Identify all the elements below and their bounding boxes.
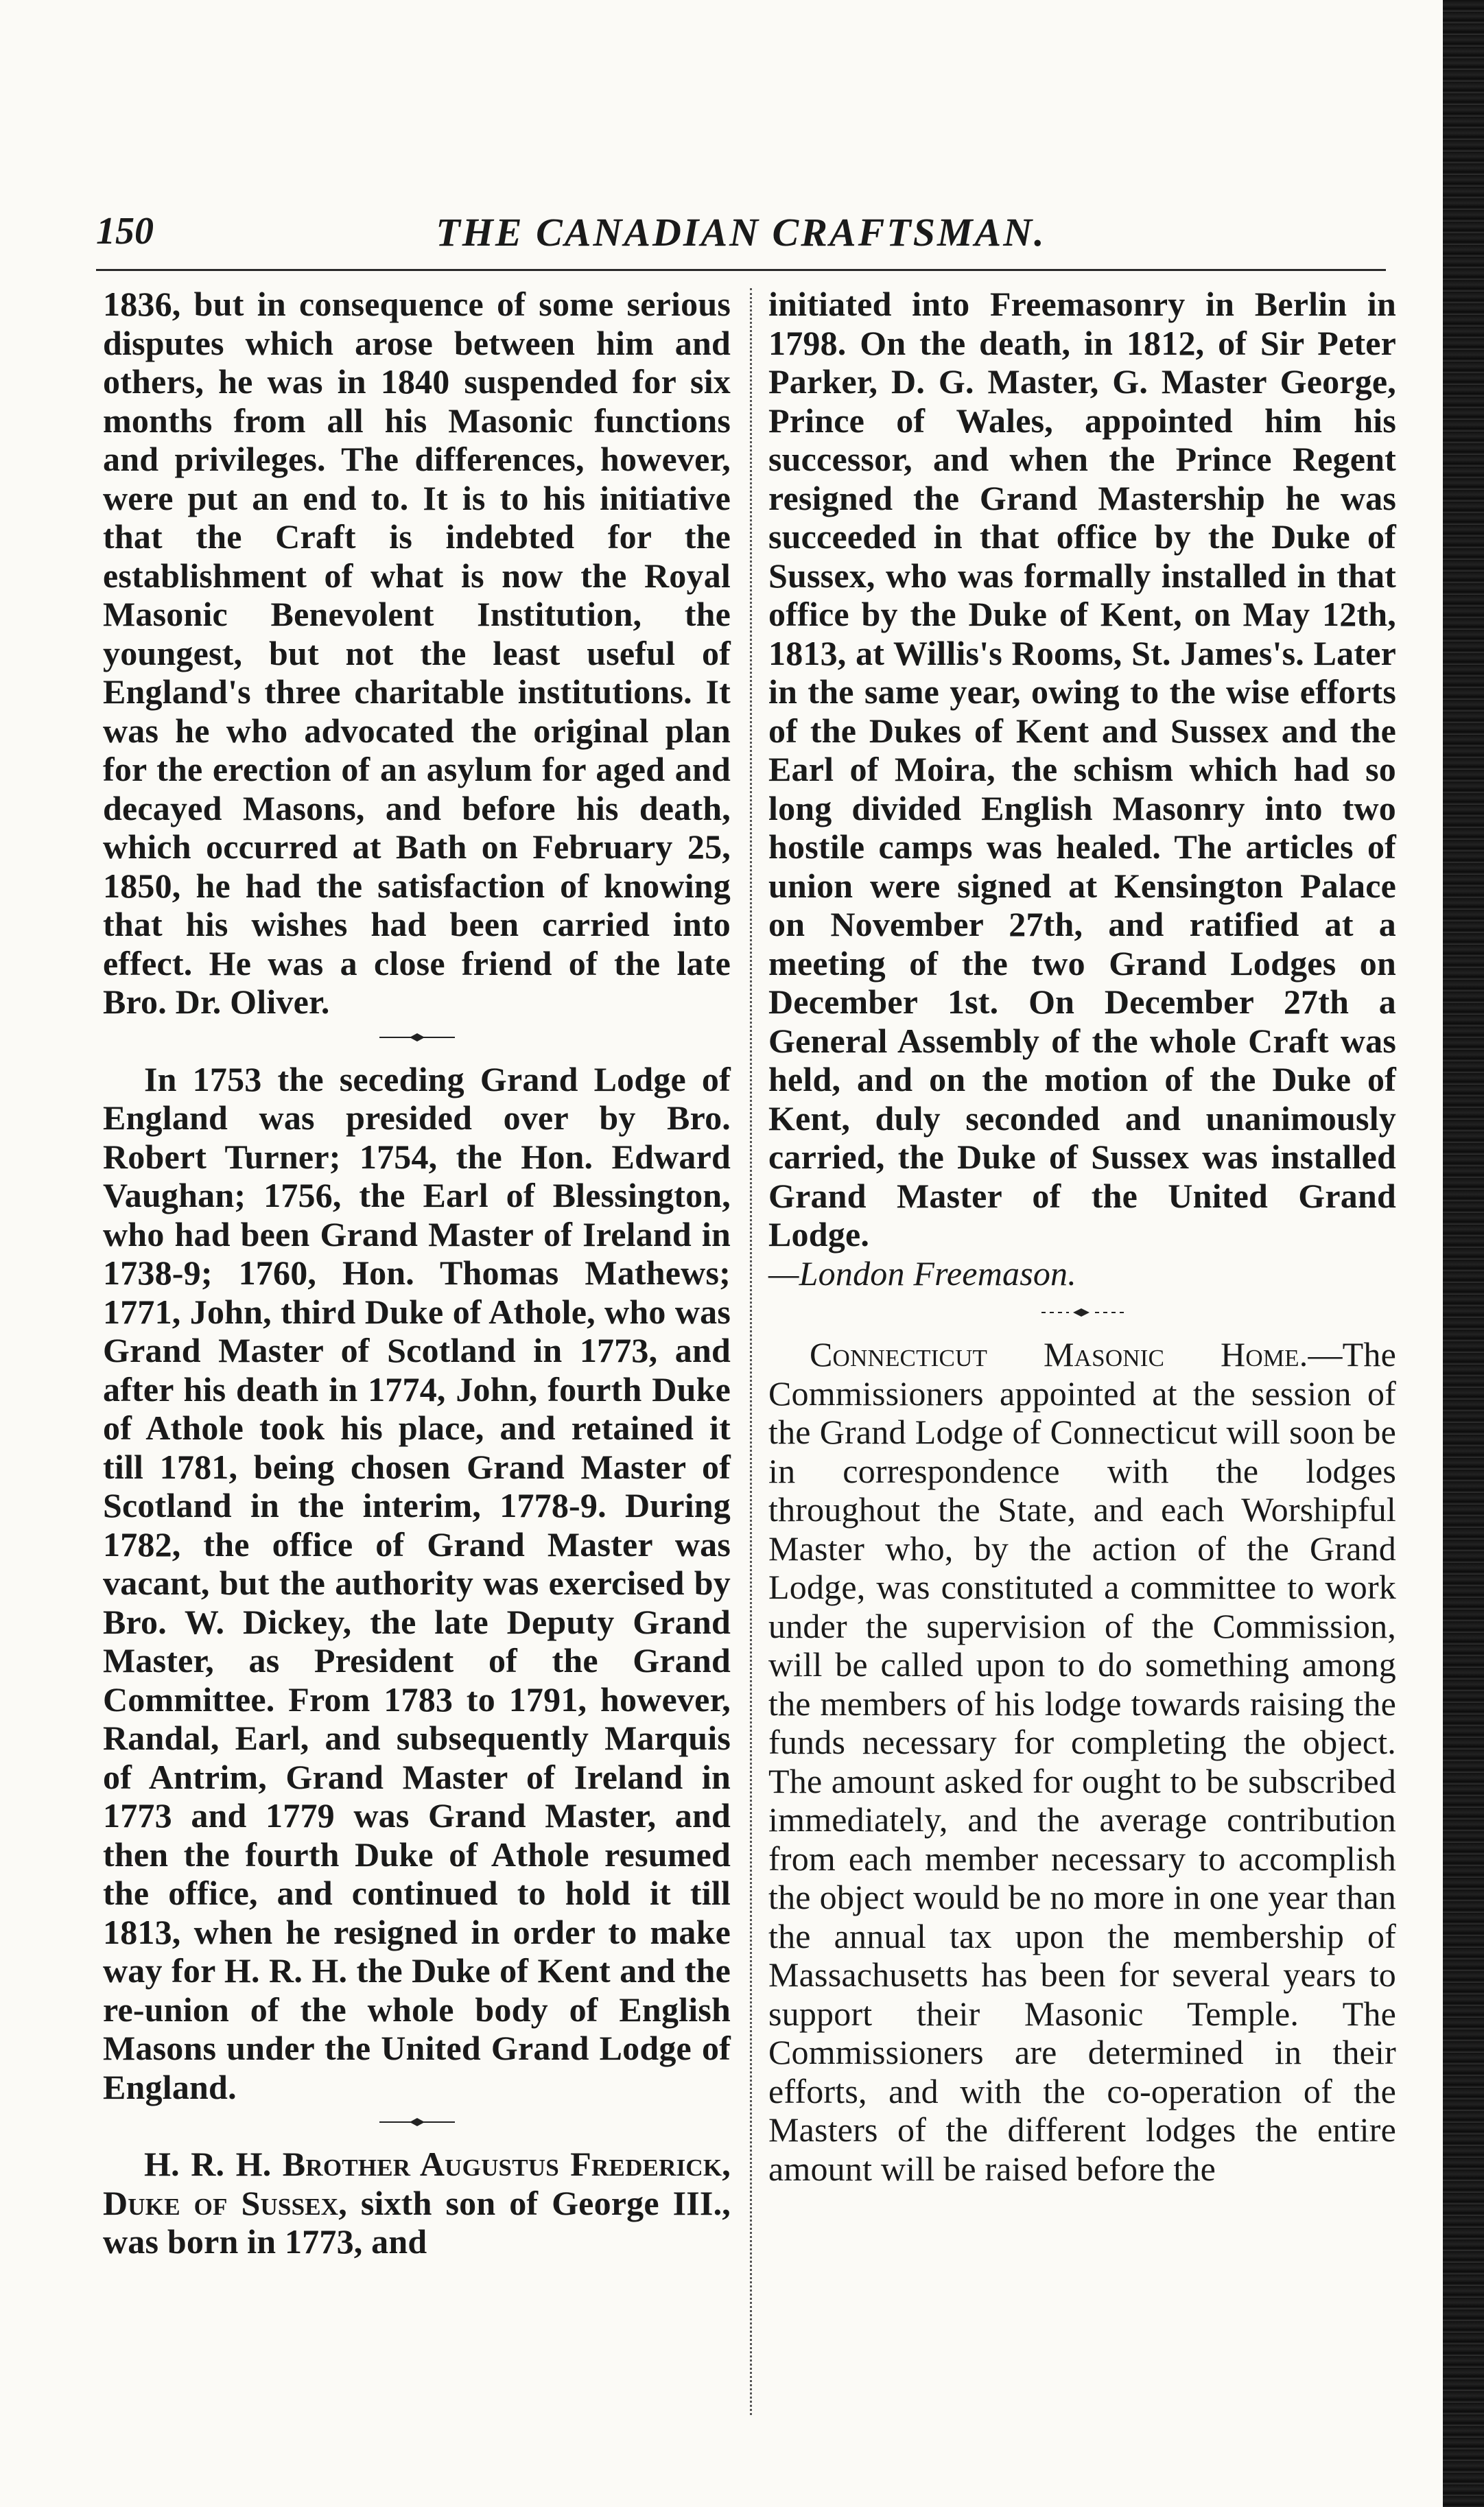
source-attribution: —London Freemason.	[768, 1254, 1076, 1293]
sussex-paragraph-text: sixth son of George III., was born in 1773, and	[103, 2183, 731, 2261]
connecticut-paragraph-text: —The Commissioners appointed at the session of the Grand Lodge of Connecticut will soon be in correspondence with the lodges throughout the State, and each Worshipful Master who, by the action of the Grand Lodge, was constituted a committee to work under the supervision of the Commission, will be called upon to do something among the members of his lodge towards raising the funds necessary for completing the object. The amount asked for ought to be subscribed immediately, and the average contribution from each member necessary to accomplish the object would be no more in one year than the annual tax upon the membership of Massachusetts has been for several years to support their Masonic Temple. The Commissioners are determined in their efforts, and with the co-operation of the Masters of the different lodges the entire amount will be raised before the	[768, 1335, 1396, 2188]
sussex-heading-lead: H. R. H. Brother Augustus Frederick, Duke of Sussex,	[103, 2145, 731, 2222]
section-divider-ornament	[1041, 1308, 1124, 1317]
header-rule	[96, 269, 1386, 271]
section-divider-ornament	[379, 2117, 455, 2127]
right-paragraph-1	[768, 285, 1396, 1293]
column-divider	[750, 288, 752, 2415]
page-number: 150	[96, 210, 154, 252]
right-paragraph-2	[768, 1335, 1396, 2188]
running-head	[96, 209, 1386, 264]
left-paragraph-2: In 1753 the seceding Grand Lodge of England was presided over by Bro. Robert Turner; 1754, the Hon. Edward Vaughan; 1756, the Earl of Blessington, who had been Grand Master of Ireland in 1738-9; 1760, Hon. Thomas Mathews; 1771, John, third Duke of Athole, who was Grand Master of Scotland in 1773, and after his death in 1774, John, fourth Duke of Athole took his place, and retained it till 1781, being chosen Grand Master of Scotland in the interim, 1778-9. During 1782, the office of Grand Master was vacant, but the authority was exercised by Bro. W. Dickey, the late Deputy Grand Master, as President of the Grand Committee. From 1783 to 1791, however, Randal, Earl, and subsequently Marquis of Antrim, Grand Master of Ireland in 1773 and 1779 was Grand Master, and then the fourth Duke of Athole resumed the office, and continued to hold it till 1813, when he resigned in order to make way for H. R. H. the Duke of Kent and the re-union of the whole body of English Masons under the United Grand Lodge of England.	[103, 1059, 731, 2106]
connecticut-heading-lead: Connecticut Masonic Home.	[810, 1335, 1308, 1374]
left-paragraph-3	[103, 2145, 731, 2261]
section-divider-ornament	[379, 1033, 455, 1042]
journal-title: THE CANADIAN CRAFTSMAN.	[436, 210, 1046, 255]
right-paragraph-1-text: initiated into Freemasonry in Berlin in 1798. On the death, in 1812, of Sir Peter Parker, D. G. Master, G. Master George, Prince of Wales, appointed him his successor, and when the Prince Regent resigned the Grand Mastership he was succeeded in that office by the Duke of Sussex, who was formally installed in that office by the Duke of Kent, on May 12th, 1813, at Willis's Rooms, St. James's. Later in the same year, owing to the wise efforts of the Dukes of Kent and Sussex and the Earl of Moira, the schism which had so long divided English Masonry into two hostile camps was healed. The articles of union were signed at Kensington Palace on November 27th, and ratified at a meeting of the two Grand Lodges on December 1st. On December 27th a General Assembly of the whole Craft was held, and on the motion of the Duke of Kent, duly seconded and unanimously carried, the Duke of Sussex was installed Grand Master of the United Grand Lodge.	[768, 285, 1396, 1254]
right-column	[768, 285, 1396, 2188]
left-column	[103, 285, 731, 2261]
left-paragraph-1: 1836, but in consequence of some serious disputes which arose between him and others, he was in 1840 suspended for six months from all his Masonic functions and privileges. The differences, however, were put an end to. It is to his initiative that the Craft is indebted for the establishment of what is now the Royal Masonic Benevolent Institution, the youngest, but not the least useful of England's three charitable institutions. It was he who advocated the original plan for the erection of an asylum for aged and decayed Masons, and before his death, which occurred at Bath on February 25, 1850, he had the satisfaction of knowing that his wishes had been carried into effect. He was a close friend of the late Bro. Dr. Oliver.	[103, 285, 731, 1021]
